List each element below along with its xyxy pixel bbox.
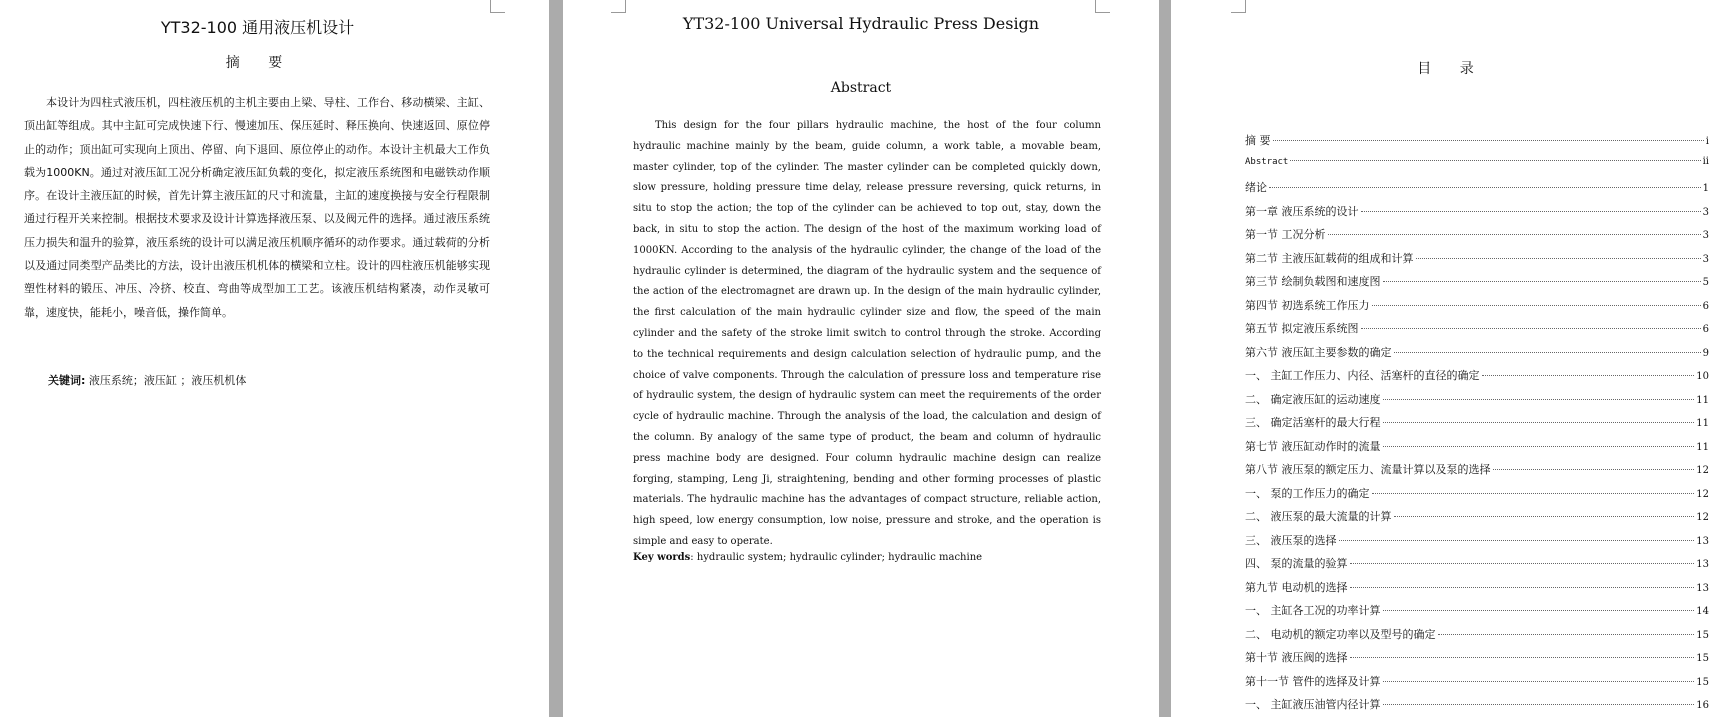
- toc-entry-label: 第十一节 管件的选择及计算: [1245, 674, 1381, 688]
- toc-leader-dots: [1361, 211, 1701, 212]
- toc-entry-page: 13: [1696, 535, 1709, 547]
- toc-leader-dots: [1273, 140, 1704, 141]
- toc-entry-label: 一、 主缸液压油管内径计算: [1245, 698, 1381, 711]
- document-title: YT32-100 Universal Hydraulic Press Design: [682, 14, 1040, 33]
- toc-leader-dots: [1350, 657, 1695, 658]
- toc-entry-page: 1: [1702, 183, 1709, 194]
- toc-entry[interactable]: [1245, 156, 1709, 180]
- toc-leader-dots: [1383, 422, 1695, 423]
- toc-entry-page: 11: [1696, 418, 1709, 429]
- keywords-label: Key words: [633, 552, 691, 563]
- toc-leader-dots: [1361, 328, 1701, 329]
- toc-entry-label: 二、 电动机的额定功率以及型号的确定: [1245, 627, 1436, 641]
- toc-leader-dots: [1339, 540, 1695, 541]
- toc-leader-dots: [1290, 160, 1700, 161]
- toc-entry-label: 第七节 液压缸动作时的流量: [1245, 439, 1381, 453]
- toc-leader-dots: [1482, 375, 1695, 376]
- toc-entry[interactable]: [1245, 273, 1709, 297]
- toc-entry[interactable]: [1245, 626, 1709, 650]
- toc-entry-page: ii: [1702, 155, 1709, 167]
- keywords-label: 关键词:: [48, 374, 86, 387]
- keywords-text: 液压系统；液压缸 ；液压机机体: [85, 374, 247, 387]
- toc-entry-page: 11: [1696, 394, 1709, 406]
- toc-entry-label: 第八节 液压泵的额定压力、流量计算以及泵的选择: [1245, 463, 1491, 476]
- toc-entry-page: 6: [1702, 324, 1709, 335]
- toc-entry-label: 一、 泵的工作压力的确定: [1245, 486, 1370, 500]
- abstract-heading: 摘 要: [225, 55, 295, 71]
- toc-entry[interactable]: [1245, 132, 1709, 156]
- toc-entry-page: 10: [1696, 371, 1709, 382]
- document-page-english-abstract: [563, 0, 1159, 717]
- toc-heading: 目 录: [1417, 61, 1486, 77]
- toc-entry-label: 第一章 液压系统的设计: [1245, 204, 1359, 218]
- toc-leader-dots: [1394, 516, 1695, 517]
- toc-entry-page: 11: [1696, 441, 1709, 453]
- toc-entry-label: 第十节 液压阀的选择: [1245, 651, 1348, 664]
- toc-entry[interactable]: [1245, 179, 1709, 203]
- toc-entry[interactable]: [1245, 602, 1709, 626]
- toc-leader-dots: [1383, 704, 1695, 705]
- toc-entry[interactable]: [1245, 320, 1709, 344]
- toc-entry-label: 摘 要: [1245, 134, 1271, 147]
- keywords-text: : hydraulic system; hydraulic cylinder; hydraulic machine: [690, 552, 983, 563]
- toc-entry-label: 第二节 主液压缸载荷的组成和计算: [1245, 251, 1414, 265]
- abstract-heading: Abstract: [830, 80, 892, 96]
- toc-entry-label: 绪论: [1245, 181, 1267, 194]
- toc-entry[interactable]: [1245, 508, 1709, 532]
- toc-entry-page: 12: [1696, 488, 1709, 500]
- toc-entry[interactable]: [1245, 226, 1709, 250]
- toc-entry[interactable]: [1245, 485, 1709, 509]
- toc-entry-page: i: [1705, 136, 1709, 147]
- toc-entry-label: 第五节 拟定液压系统图: [1245, 322, 1359, 335]
- crop-mark: [1231, 0, 1246, 13]
- toc-entry-label: 第九节 电动机的选择: [1245, 580, 1348, 594]
- toc-entry-page: 14: [1696, 606, 1709, 617]
- toc-entry-page: 3: [1702, 253, 1709, 265]
- keywords-line: [633, 552, 982, 563]
- toc-leader-dots: [1383, 681, 1695, 682]
- toc-entry-page: 16: [1696, 700, 1709, 711]
- toc-entry-page: 15: [1696, 629, 1709, 641]
- toc-leader-dots: [1383, 281, 1701, 282]
- toc-leader-dots: [1350, 563, 1695, 564]
- toc-entry[interactable]: [1245, 461, 1709, 485]
- toc-leader-dots: [1416, 258, 1701, 259]
- toc-entry[interactable]: [1245, 555, 1709, 579]
- toc-entry[interactable]: [1245, 391, 1709, 415]
- toc-entry-page: 3: [1702, 230, 1709, 241]
- toc-entry-label: 二、 确定液压缸的运动速度: [1245, 392, 1381, 406]
- toc-entry-label: 第四节 初选系统工作压力: [1245, 298, 1370, 312]
- toc-entry-page: 13: [1696, 559, 1709, 570]
- toc-entry[interactable]: [1245, 649, 1709, 673]
- toc-entry-label: 一、 主缸各工况的功率计算: [1245, 604, 1381, 617]
- toc-entry[interactable]: [1245, 250, 1709, 274]
- toc-entry-label: 第六节 液压缸主要参数的确定: [1245, 345, 1392, 359]
- toc-entry-page: 3: [1702, 206, 1709, 218]
- abstract-body: 本设计为四柱式液压机，四柱液压机的主机主要由上梁、导柱、工作台、移动横梁、主缸、顶出缸等组成。其中主缸可完成快速下行、慢速加压、保压延时、释压换向、快速返回、原位停止的动作；顶出缸可实现向上顶出、停留、向下退回、原位停止的动作。本设计主机最大工作负载为1000KN。通过对液压缸工况分析确定液压缸负载的变化，拟定液压系统图和电磁铁动作顺序。在设计主液压缸的时候，首先计算主液压缸的尺寸和流量，主缸的速度换接与安全行程限制通过行程开关来控制。根据技术要求及设计计算选择液压泵、以及阀元件的选择。通过液压系统压力损失和温升的验算，液压系统的设计可以满足液压机顺序循环的动作要求。通过载荷的分析以及通过同类型产品类比的方法，设计出液压机机体的横梁和立柱。设计的四柱液压机能够实现塑性材料的锻压、冲压、冷挤、校直、弯曲等成型加工工艺。该液压机结构紧凑，动作灵敏可靠，速度快，能耗小，噪音低，操作简单。: [24, 96, 490, 319]
- toc-entry-page: 12: [1696, 465, 1709, 476]
- toc-entry-page: 15: [1696, 676, 1709, 688]
- toc-entry-page: 5: [1702, 277, 1709, 288]
- toc-leader-dots: [1493, 469, 1695, 470]
- document-page-chinese-abstract: [0, 0, 549, 717]
- toc-entry-label: 三、 确定活塞杆的最大行程: [1245, 416, 1381, 429]
- toc-entry-label: 一、 主缸工作压力、内径、活塞杆的直径的确定: [1245, 369, 1480, 382]
- document-title: YT32-100 通用液压机设计: [160, 18, 355, 37]
- toc-entry[interactable]: [1245, 532, 1709, 556]
- toc-entry-label: 四、 泵的流量的验算: [1245, 557, 1348, 570]
- toc-leader-dots: [1438, 634, 1695, 635]
- toc-entry[interactable]: [1245, 696, 1709, 717]
- toc-entry[interactable]: [1245, 297, 1709, 321]
- toc-entry-label: 三、 液压泵的选择: [1245, 533, 1337, 547]
- abstract-body: This design for the four pillars hydraulic machine, the host of the four column hydraulic machine mainly by the beam, guide column, a work table, a movable beam, master cylinder, top of the cylinder. The master cylinder can be completed quickly down, slow pressure, holding pressure time delay, release pressure reversing, quick returns, in situ to stop the action; the top of the cylinder can be achieved to top out, stay, down the back, in situ to stop the action. The design of the host of the maximum working load of 1000KN. According to the analysis of the hydraulic cylinder, the change of the load of the hydraulic cylinder is determined, the diagram of the hydraulic system and the sequence of the action of the electromagnet are drawn up. In the design of the main hydraulic cylinder, the first calculation of the main hydraulic cylinder size and flow, the speed of the main cylinder and the safety of the stroke limit switch to control through the stroke. According to the technical requirements and design calculation selection of hydraulic pump, and the choice of valve components. Through the calculation of pressure loss and temperature rise of hydraulic system, the design of hydraulic system can meet the requirements of the order cycle of hydraulic machine. Through the analysis of the load, the calculation and design of the column. By analogy of the same type of product, the beam and column of hydraulic press machine body are designed. Four column hydraulic machine design can realize forging, stamping, Leng Ji, straightening, bending and other forming processes of plastic materials. The hydraulic machine has the advantages of compact structure, reliable action, high speed, low energy consumption, low noise, pressure and stroke, and the operation is simple and easy to operate.: [633, 120, 1101, 547]
- toc-entry-page: 15: [1696, 653, 1709, 664]
- toc-entry[interactable]: [1245, 367, 1709, 391]
- toc-leader-dots: [1350, 587, 1695, 588]
- toc-leader-dots: [1372, 305, 1701, 306]
- toc-entry-page: 9: [1702, 347, 1709, 359]
- toc-leader-dots: [1394, 352, 1701, 353]
- crop-mark: [1095, 0, 1110, 13]
- table-of-contents: [1245, 132, 1709, 717]
- toc-entry-label: 二、 液压泵的最大流量的计算: [1245, 510, 1392, 523]
- toc-entry[interactable]: [1245, 579, 1709, 603]
- toc-entry-label: 第一节 工况分析: [1245, 228, 1326, 241]
- crop-mark: [611, 0, 626, 13]
- toc-entry[interactable]: [1245, 414, 1709, 438]
- toc-entry[interactable]: [1245, 438, 1709, 462]
- toc-leader-dots: [1269, 187, 1701, 188]
- toc-entry[interactable]: [1245, 344, 1709, 368]
- toc-entry-page: 13: [1696, 582, 1709, 594]
- toc-entry-page: 6: [1702, 300, 1709, 312]
- toc-leader-dots: [1372, 493, 1695, 494]
- toc-entry-page: 12: [1696, 512, 1709, 523]
- document-page-toc: [1171, 0, 1732, 717]
- toc-entry-label: Abstract: [1245, 156, 1289, 167]
- toc-entry[interactable]: [1245, 203, 1709, 227]
- crop-mark: [490, 0, 505, 13]
- toc-entry[interactable]: [1245, 673, 1709, 697]
- toc-leader-dots: [1328, 234, 1701, 235]
- toc-leader-dots: [1383, 446, 1695, 447]
- toc-entry-label: 第三节 绘制负载图和速度图: [1245, 275, 1381, 288]
- keywords-line: [48, 372, 246, 388]
- toc-leader-dots: [1383, 399, 1695, 400]
- toc-leader-dots: [1383, 610, 1695, 611]
